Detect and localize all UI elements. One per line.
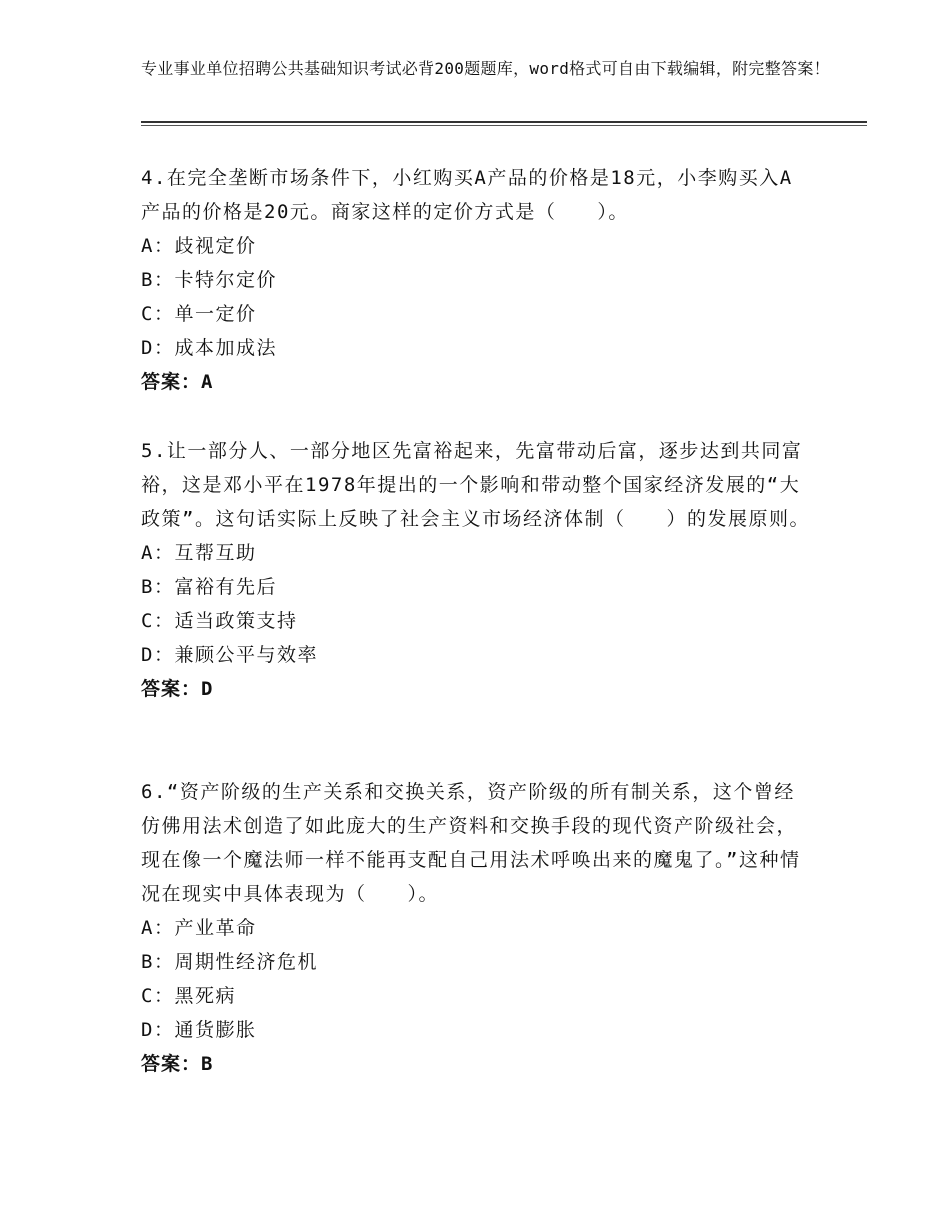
option-c: C：单一定价 bbox=[141, 303, 257, 325]
answer-label: 答案：A bbox=[141, 371, 214, 393]
answer-label: 答案：B bbox=[141, 1053, 214, 1075]
answer-label: 答案：D bbox=[141, 678, 214, 700]
option-d: D：兼顾公平与效率 bbox=[141, 644, 318, 666]
question-4 bbox=[141, 161, 811, 399]
option-b: B：卡特尔定价 bbox=[141, 269, 277, 291]
option-b: B：周期性经济危机 bbox=[141, 951, 318, 973]
question-text: 5.让一部分人、一部分地区先富裕起来，先富带动后富，逐步达到共同富裕，这是邓小平在1978年提出的一个影响和带动整个国家经济发展的“大政策”。这句话实际上反映了社会主义市场经济体制（ ）的发展原则。 bbox=[141, 440, 810, 530]
header-rule-thin bbox=[141, 125, 867, 126]
option-a: A：歧视定价 bbox=[141, 235, 257, 257]
option-c: C：适当政策支持 bbox=[141, 610, 298, 632]
option-b: B：富裕有先后 bbox=[141, 576, 277, 598]
option-a: A：产业革命 bbox=[141, 917, 257, 939]
question-5 bbox=[141, 434, 811, 706]
option-c: C：黑死病 bbox=[141, 985, 236, 1007]
option-d: D：成本加成法 bbox=[141, 337, 277, 359]
header-rule-thick bbox=[141, 121, 867, 123]
option-d: D：通货膨胀 bbox=[141, 1019, 257, 1041]
option-a: A：互帮互助 bbox=[141, 542, 257, 564]
question-text: 4.在完全垄断市场条件下，小红购买A产品的价格是18元，小李购买入A产品的价格是20元。商家这样的定价方式是（ ）。 bbox=[141, 167, 793, 223]
question-text: 6.“资产阶级的生产关系和交换关系，资产阶级的所有制关系，这个曾经仿佛用法术创造了如此庞大的生产资料和交换手段的现代资产阶级社会，现在像一个魔法师一样不能再支配自己用法术呼唤出来的魔鬼了。”这种情况在现实中具体表现为（ ）。 bbox=[141, 781, 801, 905]
question-6 bbox=[141, 775, 811, 1081]
document-header: 专业事业单位招聘公共基础知识考试必背200题题库，word格式可自由下载编辑，附完整答案！ bbox=[141, 59, 830, 78]
